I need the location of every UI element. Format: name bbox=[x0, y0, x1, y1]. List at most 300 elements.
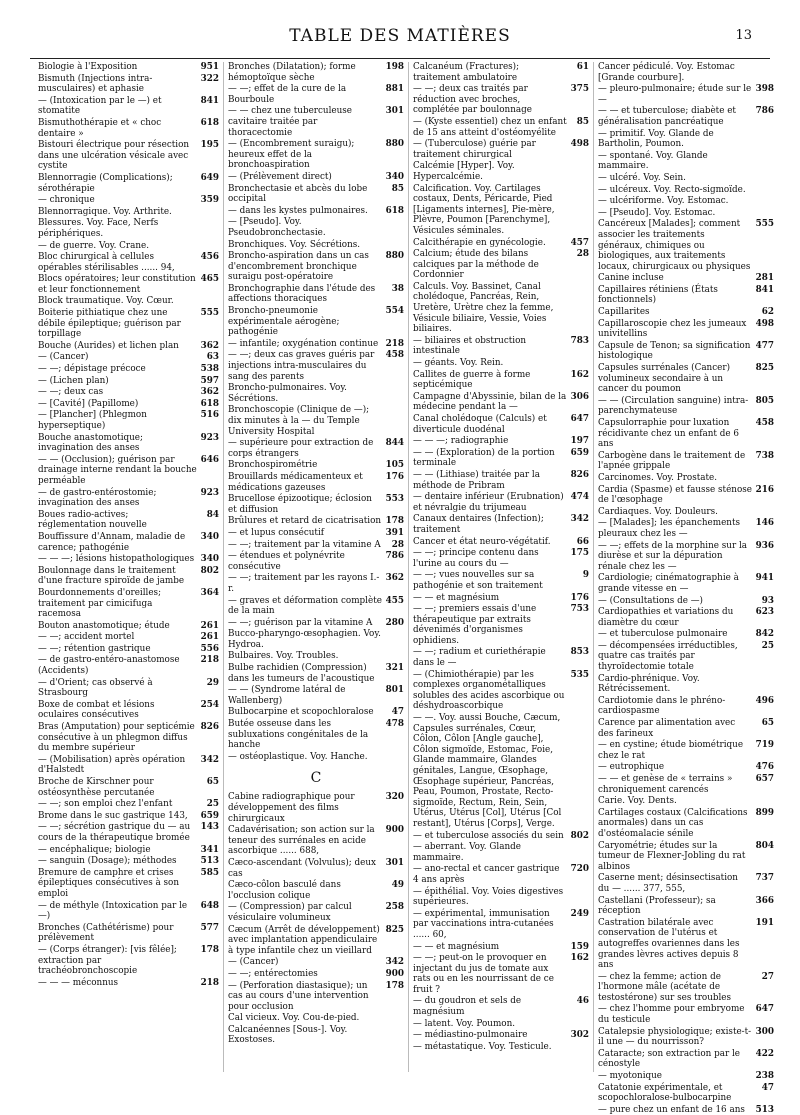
index-entry bbox=[228, 629, 404, 650]
entry-page-number: 923 bbox=[200, 432, 219, 443]
entry-text: — — —; radiographie bbox=[413, 436, 509, 447]
entry-page-number: 842 bbox=[755, 629, 774, 640]
index-entry bbox=[38, 799, 219, 810]
entry-text: — —; guérison par la vitamine A bbox=[228, 617, 373, 628]
entry-page-number: 28 bbox=[576, 249, 589, 260]
index-entry bbox=[598, 1083, 774, 1104]
index-entry bbox=[598, 972, 774, 1004]
index-entry bbox=[413, 1030, 589, 1041]
index-entry bbox=[228, 1025, 404, 1046]
entry-page-number: 254 bbox=[200, 699, 219, 710]
entry-text: — du goudron et sels de magnésium bbox=[413, 996, 522, 1018]
entry-text: — — (Exploration) de la portion terminale bbox=[413, 447, 555, 469]
entry-page-number: 159 bbox=[570, 941, 589, 952]
entry-page-number: 105 bbox=[385, 460, 404, 471]
index-entry bbox=[228, 460, 404, 471]
index-entry bbox=[228, 284, 404, 305]
entry-page-number bbox=[754, 196, 774, 207]
index-entry bbox=[38, 554, 219, 565]
entry-text: Broncho-aspiration dans un cas d'encombrement bronchique suraigu post-opératoire bbox=[228, 251, 369, 283]
index-entry bbox=[38, 822, 219, 843]
entry-page-number: 825 bbox=[755, 363, 774, 374]
entry-text: — —; peut-on le provoquer en injectant du jus de tomate aux rats ou en les nourrissant de ce fruit ? bbox=[413, 953, 554, 995]
index-entry bbox=[228, 685, 404, 706]
entry-text: — —; entérectomies bbox=[228, 968, 318, 979]
entry-page-number: 753 bbox=[570, 604, 589, 615]
index-entry bbox=[413, 282, 589, 335]
entry-text: Boulonnage dans le traitement d'une fracture spiroïde de jambe bbox=[38, 565, 185, 587]
index-entry bbox=[38, 455, 219, 487]
entry-text: Block traumatique. Voy. Cœur. bbox=[38, 296, 174, 307]
entry-page-number: 474 bbox=[570, 492, 589, 503]
entry-text: — — — méconnus bbox=[38, 977, 119, 988]
entry-page-number bbox=[384, 405, 404, 437]
entry-text: Blennorragique. Voy. Arthrite. bbox=[38, 206, 172, 217]
index-entry bbox=[38, 410, 219, 431]
entry-page-number: 301 bbox=[385, 106, 404, 117]
entry-page-number: 27 bbox=[761, 971, 774, 982]
index-entry bbox=[413, 1019, 589, 1030]
entry-page-number: 342 bbox=[385, 957, 404, 968]
entry-page-number bbox=[199, 296, 219, 307]
entry-page-number: 218 bbox=[200, 655, 219, 666]
entry-page-number: 826 bbox=[570, 469, 589, 480]
index-column-2 bbox=[223, 62, 408, 1072]
entry-text: — —; son emploi chez l'enfant bbox=[38, 799, 173, 810]
entry-text: Brome dans le suc gastrique 143, bbox=[38, 810, 188, 821]
entry-page-number: 513 bbox=[200, 856, 219, 867]
entry-text: — eutrophique bbox=[598, 762, 665, 773]
entry-page-number: 597 bbox=[200, 375, 219, 386]
entry-text: — aberrant. Voy. Glande mammaire. bbox=[413, 842, 521, 863]
index-entry bbox=[228, 206, 404, 217]
entry-page-number: 880 bbox=[385, 139, 404, 150]
index-entry bbox=[413, 996, 589, 1017]
entry-page-number: 825 bbox=[385, 924, 404, 935]
entry-page-number: 306 bbox=[570, 391, 589, 402]
entry-page-number: 802 bbox=[200, 565, 219, 576]
entry-page-number: 899 bbox=[755, 807, 774, 818]
entry-text: — —; deux cas graves guéris par injections intra-musculaires du sang des parents bbox=[228, 350, 375, 382]
entry-text: Bloc chirurgical à cellules opérables stérilisables ...... 94, bbox=[38, 252, 175, 273]
index-entry bbox=[228, 925, 404, 957]
entry-page-number: 900 bbox=[385, 968, 404, 979]
entry-text: — ulcéreux. Voy. Recto-sigmoïde. bbox=[598, 184, 746, 195]
entry-page-number: 178 bbox=[200, 944, 219, 955]
entry-text: — chez l'homme pour embryome du testicule bbox=[598, 1004, 745, 1026]
entry-text: — —; effet de la cure de la Bourboule bbox=[228, 84, 347, 105]
entry-page-number: 538 bbox=[200, 364, 219, 375]
index-entry bbox=[228, 792, 404, 824]
entry-text: Bras (Amputation) pour septicémie consécutive à un phlegmon diffus du membre supérieur bbox=[38, 722, 195, 754]
index-entry bbox=[413, 831, 589, 842]
entry-text: — dans les kystes pulmonaires. bbox=[228, 205, 368, 216]
entry-text: — latent. Voy. Poumon. bbox=[413, 1018, 516, 1029]
index-entry bbox=[413, 864, 589, 885]
entry-text: — (Kyste essentiel) chez un enfant de 15 ans atteint d'ostéomyélite bbox=[413, 116, 567, 138]
index-entry bbox=[38, 588, 219, 620]
entry-page-number: 804 bbox=[755, 840, 774, 851]
index-entry bbox=[598, 696, 774, 717]
index-entry bbox=[228, 350, 404, 382]
entry-text: Broche de Kirschner pour ostéosynthèse percutanée bbox=[38, 777, 155, 798]
entry-page-number bbox=[569, 184, 589, 237]
index-entry bbox=[413, 604, 589, 646]
index-entry bbox=[598, 473, 774, 484]
entry-text: — géants. Voy. Rein. bbox=[413, 358, 504, 369]
index-entry bbox=[228, 438, 404, 459]
entry-text: Capillarites bbox=[598, 307, 650, 318]
entry-page-number: 786 bbox=[385, 551, 404, 562]
entry-page-number: 46 bbox=[576, 996, 589, 1007]
entry-text: Bronchoscopie (Clinique de —); dix minutes à la — du Temple University Hospital bbox=[228, 405, 370, 437]
entry-text: Canine incluse bbox=[598, 273, 664, 284]
entry-page-number bbox=[754, 62, 774, 83]
index-entry bbox=[38, 173, 219, 194]
entry-text: Bouffissure d'Annam, maladie de carence; pathogénie bbox=[38, 531, 186, 553]
index-entry bbox=[598, 418, 774, 450]
entry-text: Bouton anastomotique; étude bbox=[38, 620, 170, 631]
index-entry bbox=[228, 707, 404, 718]
entry-page-number: 47 bbox=[761, 1082, 774, 1093]
index-entry bbox=[598, 341, 774, 362]
entry-text: — —; deux cas bbox=[38, 387, 104, 398]
entry-text: — — et magnésium bbox=[413, 592, 500, 603]
entry-text: Bulbe rachidien (Compression) dans les tumeurs de l'acoustique bbox=[228, 663, 375, 684]
entry-text: Bremure de camphre et crises épileptiques consécutives à son emploi bbox=[38, 867, 180, 899]
entry-text: — épithélial. Voy. Voies digestives supérieures. bbox=[413, 886, 564, 908]
index-entry bbox=[413, 336, 589, 357]
index-entry bbox=[598, 363, 774, 395]
entry-page-number: 951 bbox=[200, 62, 219, 72]
index-entry bbox=[598, 762, 774, 773]
entry-text: Bulbocarpine et scopochloralose bbox=[228, 707, 374, 718]
index-entry bbox=[413, 842, 589, 863]
entry-text: Blessures. Voy. Face, Nerfs périphériques. bbox=[38, 218, 159, 239]
index-entry bbox=[38, 274, 219, 295]
index-entry bbox=[413, 647, 589, 668]
entry-text: Castellani (Professeur); sa réception bbox=[598, 895, 716, 917]
entry-text: Cardiologie; cinématographie à grande vitesse en — bbox=[598, 573, 739, 594]
entry-page-number bbox=[569, 713, 589, 830]
entry-text: — étendues et polynévrite consécutive bbox=[228, 551, 345, 572]
entry-text: — (Cancer) bbox=[228, 957, 279, 968]
index-entry bbox=[598, 1004, 774, 1025]
entry-text: Cardiaques. Voy. Douleurs. bbox=[598, 506, 718, 517]
index-entry bbox=[598, 918, 774, 971]
index-entry bbox=[38, 433, 219, 454]
index-entry bbox=[38, 376, 219, 387]
entry-text: — et tuberculose associés du sein bbox=[413, 830, 564, 841]
index-entry bbox=[38, 207, 219, 218]
index-entry bbox=[598, 1049, 774, 1070]
index-entry bbox=[598, 273, 774, 284]
entry-page-number: 302 bbox=[570, 1030, 589, 1041]
index-entry bbox=[38, 621, 219, 632]
entry-page-number: 513 bbox=[755, 1104, 774, 1115]
entry-text: — myotonique bbox=[598, 1071, 663, 1082]
entry-text: Butée osseuse dans les subluxations congénitales de la hanche bbox=[228, 719, 369, 751]
index-entry bbox=[38, 510, 219, 531]
entry-page-number bbox=[754, 674, 774, 695]
entry-page-number: 65 bbox=[761, 718, 774, 729]
entry-text: Cæco-ascendant (Volvulus); deux cas bbox=[228, 857, 376, 879]
index-entry bbox=[598, 208, 774, 219]
index-entry bbox=[38, 96, 219, 117]
index-entry bbox=[38, 868, 219, 900]
entry-page-number: 197 bbox=[570, 436, 589, 447]
index-entry bbox=[228, 825, 404, 857]
entry-text: Callites de guerre à forme septicémique bbox=[413, 369, 531, 391]
entry-page-number bbox=[384, 240, 404, 251]
index-entry bbox=[413, 1042, 589, 1053]
entry-text: Campagne d'Abyssinie, bilan de la médecine pendant la — bbox=[413, 391, 567, 413]
entry-page-number: 178 bbox=[385, 516, 404, 527]
entry-text: — (Corps étranger): [vis fêlée]; extraction par trachéobronchoscopie bbox=[38, 944, 177, 977]
entry-page-number: 647 bbox=[570, 414, 589, 424]
entry-text: Canal cholédoque (Calculs) et diverticule duodénal bbox=[413, 414, 547, 435]
entry-page-number: 63 bbox=[206, 352, 219, 363]
entry-page-number: 66 bbox=[576, 536, 589, 547]
index-entry bbox=[228, 573, 404, 594]
entry-page-number: 143 bbox=[200, 822, 219, 833]
entry-page-number: 457 bbox=[570, 237, 589, 248]
entry-page-number: 364 bbox=[200, 587, 219, 598]
index-entry bbox=[413, 537, 589, 548]
entry-page-number: 366 bbox=[755, 895, 774, 906]
index-entry bbox=[598, 641, 774, 673]
index-entry bbox=[413, 117, 589, 138]
entry-text: — —. Voy. aussi Bouche, Cæcum, Capsules surrénales, Cœur, Côlon, Côlon [Angle gauche], Côlon sigmoïde, Estomac, Foie, Glande mammaire, Glandes génitales, Langue, Œsophage, Œsophage supérieur, Pancréas, Peau, Poumon, Prostate, Recto-sigmoïde, Rectum, Rein, Sein, Utérus, Utérus [Col], Utérus [Col restant], Utérus [Corps], Verge. bbox=[413, 713, 562, 829]
entry-page-number bbox=[754, 129, 774, 150]
index-entry bbox=[228, 184, 404, 205]
index-entry bbox=[413, 414, 589, 435]
entry-text: Bronches (Dilatation); forme hémoptoïque sèche bbox=[228, 62, 356, 83]
index-entry bbox=[413, 548, 589, 569]
index-entry bbox=[38, 352, 219, 363]
entry-text: Catalepsie physiologique; existe-t-il une — du nourrisson? bbox=[598, 1026, 752, 1048]
entry-text: — —; rétention gastrique bbox=[38, 643, 151, 654]
entry-page-number: 249 bbox=[570, 908, 589, 919]
entry-text: — sanguin (Dosage); méthodes bbox=[38, 856, 177, 867]
entry-page-number: 900 bbox=[385, 825, 404, 836]
entry-page-number: 555 bbox=[755, 219, 774, 230]
entry-text: Brûlures et retard de cicatrisation bbox=[228, 516, 382, 527]
entry-text: — [Plancher] (Phlegmon hyperseptique) bbox=[38, 410, 147, 431]
entry-page-number: 618 bbox=[200, 117, 219, 128]
entry-text: — —; radium et curiethérapie dans le — bbox=[413, 647, 546, 669]
index-entry bbox=[38, 945, 219, 977]
index-entry bbox=[413, 713, 589, 830]
entry-text: Carcinomes. Voy. Prostate. bbox=[598, 472, 718, 483]
entry-text: — infantile; oxygénation continue bbox=[228, 338, 379, 349]
entry-text: — ostéoplastique. Voy. Hanche. bbox=[228, 751, 368, 762]
entry-text: — (Lichen plan) bbox=[38, 375, 109, 386]
index-entry bbox=[413, 942, 589, 953]
entry-text: Biologie à l'Exposition bbox=[38, 62, 138, 72]
entry-text: — chez la femme; action de l'hormone mâle (acétate de testostérone) sur ses troubles bbox=[598, 971, 732, 1003]
index-entry bbox=[413, 139, 589, 160]
entry-text: — —; traitement par la vitamine A bbox=[228, 539, 381, 550]
index-entry bbox=[38, 74, 219, 95]
entry-text: Bucco-pharyngo-œsophagien. Voy. Hydroa. bbox=[228, 629, 381, 650]
entry-text: Broncho-pulmonaires. Voy. Sécrétions. bbox=[228, 383, 347, 404]
entry-page-number: 375 bbox=[570, 84, 589, 95]
entry-page-number: 577 bbox=[200, 922, 219, 933]
index-entry bbox=[228, 858, 404, 879]
index-entry bbox=[598, 796, 774, 807]
entry-page-number: 195 bbox=[200, 140, 219, 151]
index-entry bbox=[38, 566, 219, 587]
entry-text: Carbogène dans le traitement de l'apnée grippale bbox=[598, 450, 746, 472]
entry-page-number: 783 bbox=[570, 335, 589, 346]
entry-page-number bbox=[384, 629, 404, 650]
index-entry bbox=[598, 196, 774, 207]
index-entry bbox=[598, 629, 774, 640]
entry-page-number: 585 bbox=[200, 867, 219, 878]
index-entry bbox=[413, 448, 589, 469]
entry-page-number: 647 bbox=[755, 1004, 774, 1015]
entry-text: Cardia (Spasme) et fausse sténose de l'œsophage bbox=[598, 484, 752, 506]
index-entry bbox=[38, 777, 219, 798]
entry-page-number: 841 bbox=[200, 95, 219, 106]
entry-page-number: 320 bbox=[385, 792, 404, 803]
entry-page-number bbox=[384, 217, 404, 238]
page-number: 13 bbox=[735, 28, 752, 43]
index-entry bbox=[413, 492, 589, 513]
entry-text: — (Encombrement suraigu); heureux effet de la bronchoaspiration bbox=[228, 139, 355, 171]
entry-page-number: 93 bbox=[761, 595, 774, 606]
entry-page-number: 25 bbox=[206, 799, 219, 810]
index-entry bbox=[38, 218, 219, 239]
index-entry bbox=[598, 1105, 774, 1115]
entry-page-number: 936 bbox=[755, 540, 774, 551]
index-column-1 bbox=[38, 62, 223, 1072]
entry-page-number: 65 bbox=[206, 777, 219, 787]
entry-page-number: 496 bbox=[755, 695, 774, 706]
entry-page-number bbox=[384, 651, 404, 662]
entry-text: Blennorragie (Complications); sérothérapie bbox=[38, 172, 173, 194]
entry-page-number: 398 bbox=[755, 84, 774, 95]
entry-page-number: 198 bbox=[385, 62, 404, 72]
entry-page-number bbox=[754, 208, 774, 219]
index-entry bbox=[228, 494, 404, 515]
entry-page-number: 881 bbox=[385, 84, 404, 95]
entry-page-number: 555 bbox=[200, 308, 219, 319]
entry-page-number: 801 bbox=[385, 685, 404, 696]
entry-page-number bbox=[199, 241, 219, 252]
entry-text: Catatonie expérimentale, et scopochloralose-bulbocarpine bbox=[598, 1082, 732, 1104]
entry-page-number: 301 bbox=[385, 857, 404, 868]
entry-text: Calcithérapie en gynécologie. bbox=[413, 237, 546, 248]
entry-text: — — (Circulation sanguine) intra-parenchymateuse bbox=[598, 395, 749, 417]
entry-text: Broncho-pneumonie expérimentale aérogène; pathogénie bbox=[228, 306, 340, 338]
entry-text: Calcémie [Hyper]. Voy. Hypercalcémie. bbox=[413, 161, 515, 182]
entry-page-number: 786 bbox=[755, 106, 774, 117]
entry-text: — ulcériforme. Voy. Estomac. bbox=[598, 196, 729, 207]
index-entry bbox=[598, 106, 774, 127]
entry-text: — supérieure pour extraction de corps étrangers bbox=[228, 438, 374, 459]
index-entry bbox=[38, 700, 219, 721]
entry-page-number: 176 bbox=[385, 471, 404, 482]
entry-page-number: 62 bbox=[761, 307, 774, 318]
index-entry bbox=[38, 140, 219, 172]
index-column-4 bbox=[593, 62, 778, 1115]
page-title: TABLE DES MATIÈRES bbox=[289, 26, 511, 46]
index-entry bbox=[413, 62, 589, 83]
entry-text: Caserne ment; désinsectisation du — ...... 377, 555, bbox=[598, 873, 738, 894]
index-entry bbox=[38, 755, 219, 776]
index-entry bbox=[413, 514, 589, 535]
index-entry bbox=[598, 718, 774, 739]
entry-page-number: 362 bbox=[200, 387, 219, 398]
entry-page-number: 162 bbox=[570, 953, 589, 964]
index-entry bbox=[598, 1071, 774, 1082]
entry-text: — en cystine; étude biométrique chez le rat bbox=[598, 740, 744, 761]
entry-page-number: 25 bbox=[761, 640, 774, 651]
entry-page-number bbox=[569, 1042, 589, 1053]
index-entry bbox=[38, 195, 219, 206]
entry-page-number: 340 bbox=[385, 171, 404, 182]
entry-text: Capillaires rétiniens (États fonctionnels) bbox=[598, 284, 718, 306]
entry-page-number: 826 bbox=[200, 722, 219, 733]
index-entry bbox=[413, 161, 589, 182]
index-entry bbox=[413, 238, 589, 249]
entry-text: Cataracte; son extraction par le cénostyle bbox=[598, 1048, 740, 1070]
index-entry bbox=[38, 62, 219, 73]
index-entry bbox=[228, 528, 404, 539]
entry-text: — —; effets de la morphine sur la diurèse et sur la dépuration rénale chez les — bbox=[598, 540, 748, 572]
entry-page-number: 84 bbox=[206, 509, 219, 520]
index-entry bbox=[598, 541, 774, 573]
index-entry bbox=[228, 405, 404, 437]
entry-text: — d'Orient; cas observé à Strasbourg bbox=[38, 677, 153, 699]
entry-page-number: 720 bbox=[570, 864, 589, 875]
entry-page-number: 362 bbox=[385, 573, 404, 584]
index-entry bbox=[228, 880, 404, 901]
index-entry bbox=[228, 969, 404, 980]
entry-text: — médiastino-pulmonaire bbox=[413, 1030, 528, 1041]
index-entry bbox=[228, 957, 404, 968]
entry-page-number: 162 bbox=[570, 369, 589, 380]
entry-page-number: 648 bbox=[200, 900, 219, 911]
entry-page-number bbox=[754, 151, 774, 172]
index-entry bbox=[598, 151, 774, 172]
index-entry bbox=[228, 752, 404, 763]
entry-page-number: 176 bbox=[570, 592, 589, 603]
section-letter: C bbox=[310, 770, 322, 787]
entry-text: — ano-rectal et cancer gastrique 4 ans après bbox=[413, 864, 560, 885]
entry-page-number: 340 bbox=[200, 531, 219, 542]
entry-text: — —; dépistage précoce bbox=[38, 364, 146, 375]
entry-page-number bbox=[384, 752, 404, 763]
index-entry bbox=[598, 518, 774, 539]
index-entry bbox=[38, 488, 219, 509]
entry-page-number: 28 bbox=[391, 539, 404, 550]
index-entry bbox=[598, 774, 774, 795]
index-entry bbox=[413, 887, 589, 908]
entry-page-number bbox=[569, 282, 589, 335]
index-entry bbox=[413, 909, 589, 941]
entry-page-number: 175 bbox=[570, 548, 589, 559]
index-entry bbox=[598, 873, 774, 894]
index-entry bbox=[228, 540, 404, 551]
page-header bbox=[30, 26, 770, 54]
index-entry bbox=[413, 392, 589, 413]
index-entry bbox=[38, 923, 219, 944]
entry-page-number: 844 bbox=[385, 438, 404, 449]
index-entry bbox=[598, 129, 774, 150]
